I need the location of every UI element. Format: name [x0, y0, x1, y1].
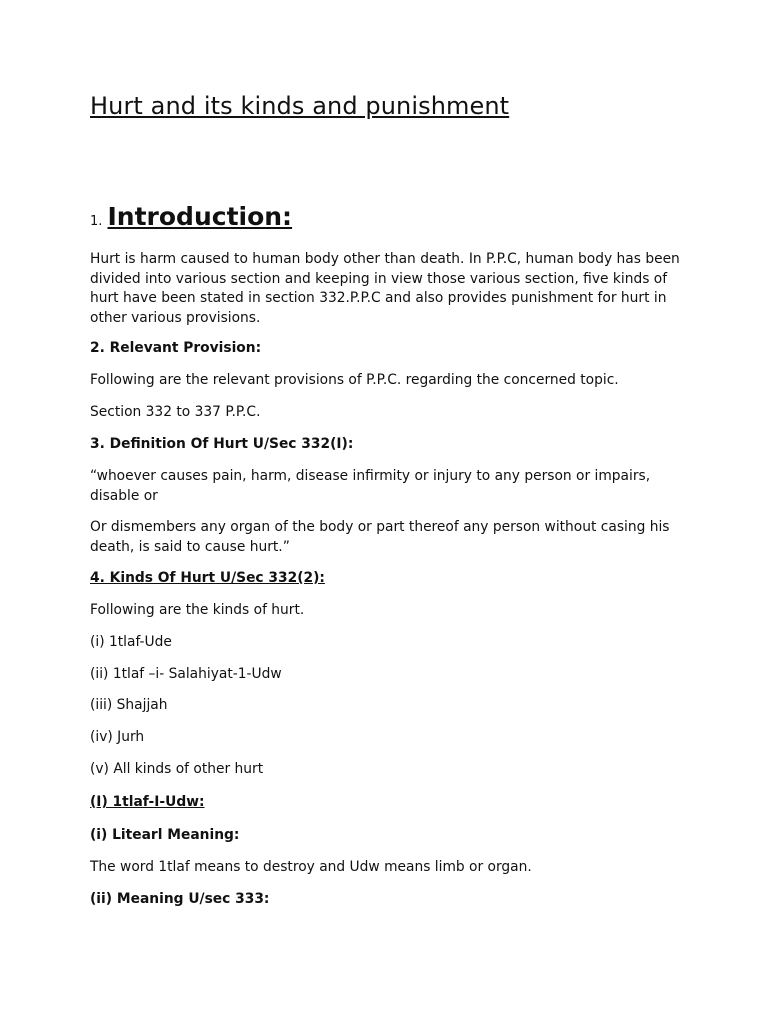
- meaning-section-heading: (ii) Meaning U/sec 333:: [90, 891, 270, 907]
- section-range-text: Section 332 to 337 P.P.C.: [90, 404, 261, 420]
- definition-heading: 3. Definition Of Hurt U/Sec 332(I):: [90, 436, 354, 452]
- relevant-provision-text: Following are the relevant provisions of P.P.C. regarding the concerned topic.: [90, 372, 619, 388]
- literal-meaning-heading: (i) Litearl Meaning:: [90, 827, 240, 843]
- document-title: Hurt and its kinds and punishment: [90, 92, 510, 120]
- definition-quote-part-1: “whoever causes pain, harm, disease infirmity or injury to any person or impairs, disable or: [90, 468, 651, 504]
- relevant-provision-heading: 2. Relevant Provision:: [90, 340, 262, 356]
- kinds-list-item: (i) 1tlaf-Ude: [90, 634, 172, 650]
- literal-meaning-text: The word 1tlaf means to destroy and Udw means limb or organ.: [90, 859, 532, 875]
- kinds-heading: 4. Kinds Of Hurt U/Sec 332(2):: [90, 570, 325, 586]
- kinds-list-item: (iii) Shajjah: [90, 697, 168, 713]
- kinds-list-item: (v) All kinds of other hurt: [90, 761, 264, 777]
- itlaf-heading: (I) 1tlaf-I-Udw:: [90, 794, 205, 810]
- kinds-list-item: (iv) Jurh: [90, 729, 145, 745]
- kinds-list-item: (ii) 1tlaf –i- Salahiyat-1-Udw: [90, 666, 282, 682]
- introduction-paragraph: Hurt is harm caused to human body other than death. In P.P.C, human body has been divided into various section and keeping in view those various section, five kinds of hurt have been stated in section 332.P.P.C and also provides punishment for hurt in other various provisions.: [90, 251, 680, 326]
- kinds-intro: Following are the kinds of hurt.: [90, 602, 305, 618]
- introduction-number: 1.: [90, 214, 103, 229]
- introduction-heading-text: Introduction:: [107, 202, 293, 231]
- introduction-heading: [90, 202, 292, 231]
- definition-quote-part-2: Or dismembers any organ of the body or part thereof any person without casing his death, is said to cause hurt.”: [90, 519, 670, 555]
